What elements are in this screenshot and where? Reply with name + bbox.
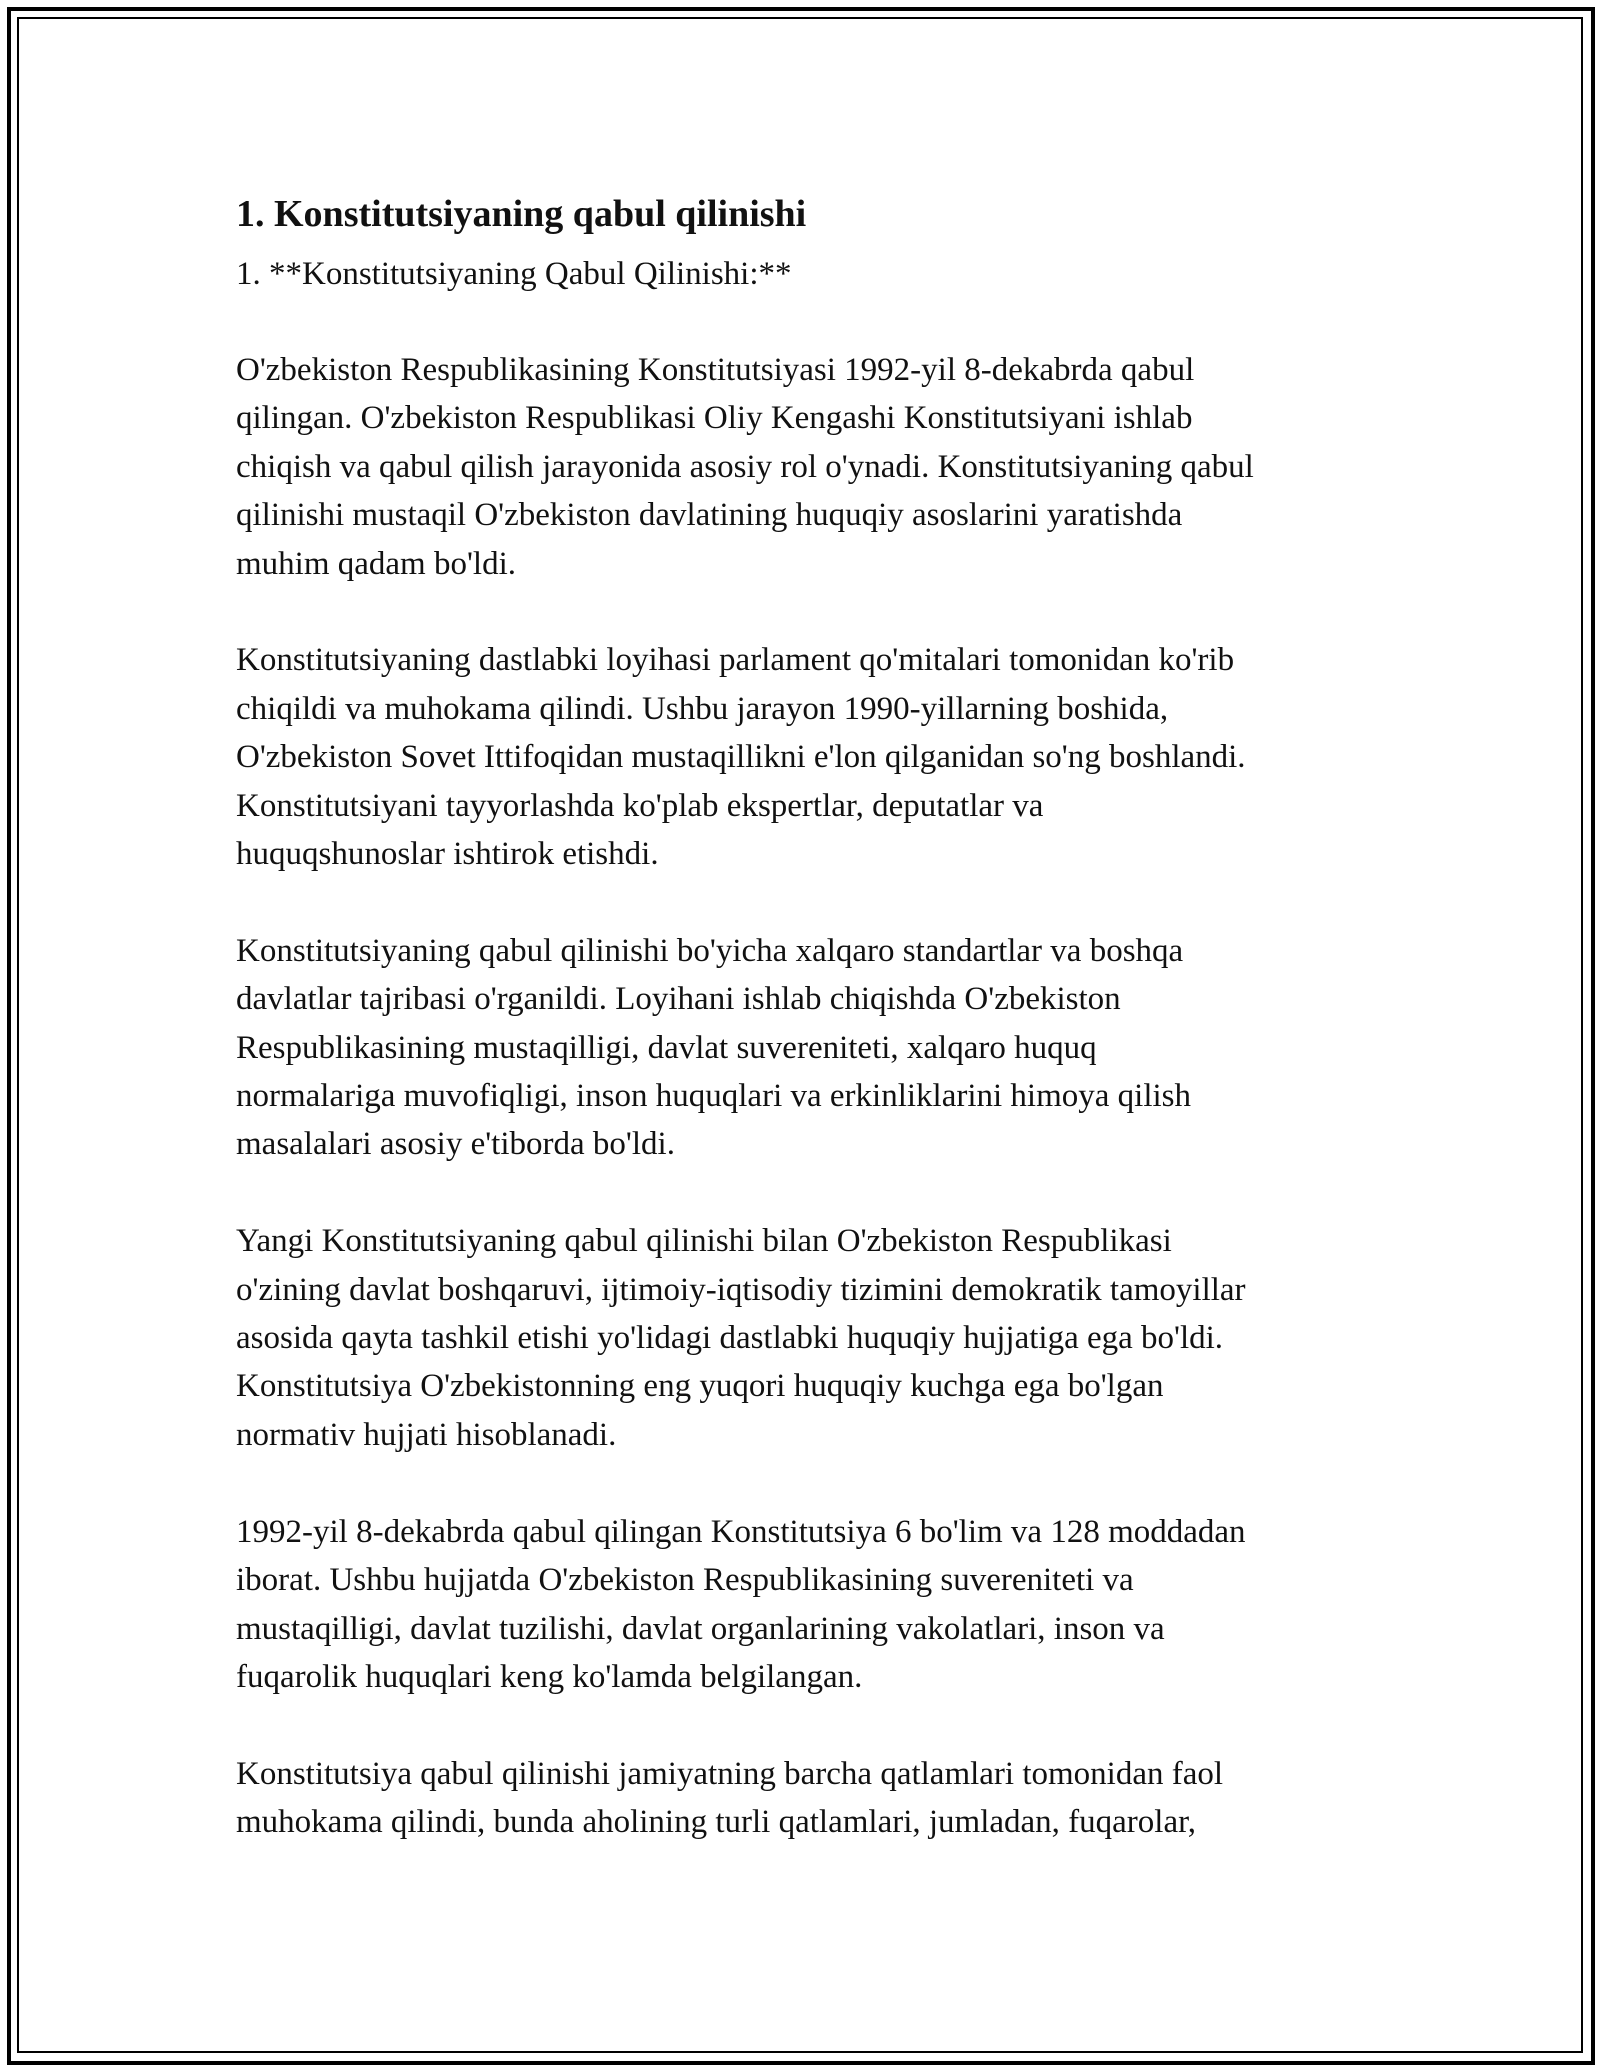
text-line: normalariga muvofiqligi, inson huquqlari va erkinliklarini himoya qilish bbox=[236, 1078, 1192, 1115]
document-body bbox=[236, 182, 1386, 1895]
text-line: iborat. Ushbu hujjatda O'zbekiston Respublikasining suvereniteti va bbox=[236, 1562, 1134, 1599]
text-line: O'zbekiston Sovet Ittifoqidan mustaqillikni e'lon qilganidan so'ng boshlandi. bbox=[236, 739, 1246, 776]
text-line: chiqish va qabul qilish jarayonida asosiy rol o'ynadi. Konstitutsiyaning qabul bbox=[236, 448, 1254, 485]
text-line: qilingan. O'zbekiston Respublikasi Oliy Kengashi Konstitutsiyani ishlab bbox=[236, 400, 1193, 437]
paragraph-draft bbox=[236, 636, 1386, 878]
list-item-heading: 1. **Konstitutsiyaning Qabul Qilinishi:** bbox=[236, 256, 792, 292]
text-line: mustaqilligi, davlat tuzilishi, davlat organlarining vakolatlari, inson va bbox=[236, 1610, 1165, 1647]
paragraph-public-discussion bbox=[236, 1750, 1386, 1847]
paragraph-structure bbox=[236, 1508, 1386, 1702]
text-line: fuqarolik huquqlari keng ko'lamda belgilangan. bbox=[236, 1658, 863, 1695]
text-line: O'zbekiston Respublikasining Konstitutsiyasi 1992-yil 8-dekabrda qabul bbox=[236, 352, 1195, 388]
text-line: huquqshunoslar ishtirok etishdi. bbox=[236, 836, 659, 873]
text-line: chiqildi va muhokama qilindi. Ushbu jarayon 1990-yillarning boshida, bbox=[236, 690, 1169, 727]
text-line: Konstitutsiya O'zbekistonning eng yuqori huquqiy kuchga ega bo'lgan bbox=[236, 1368, 1164, 1405]
text-line: davlatlar tajribasi o'rganildi. Loyihani ishlab chiqishda O'zbekiston bbox=[236, 981, 1121, 1018]
paragraph-adoption bbox=[236, 346, 1386, 588]
text-line: Yangi Konstitutsiyaning qabul qilinishi bilan O'zbekiston Respublikasi bbox=[236, 1223, 1172, 1260]
text-line: asosida qayta tashkil etishi yo'lidagi dastlabki huquqiy hujjatiga ega bo'ldi. bbox=[236, 1320, 1224, 1357]
text-line: Konstitutsiyaning dastlabki loyihasi parlament qo'mitalari tomonidan ko'rib bbox=[236, 642, 1235, 679]
text-line: qilinishi mustaqil O'zbekiston davlatining huquqiy asoslarini yaratishda bbox=[236, 497, 1183, 534]
text-line: Konstitutsiyaning qabul qilinishi bo'yicha xalqaro standartlar va boshqa bbox=[236, 932, 1184, 969]
text-line: masalalari asosiy e'tiborda bo'ldi. bbox=[236, 1126, 675, 1163]
text-line: o'zining davlat boshqaruvi, ijtimoiy-iqtisodiy tizimini demokratik tamoyillar bbox=[236, 1271, 1246, 1308]
text-line: Respublikasining mustaqilligi, davlat suvereniteti, xalqaro huquq bbox=[236, 1029, 1097, 1066]
text-line: normativ hujjati hisoblanadi. bbox=[236, 1416, 617, 1453]
text-line: muhim qadam bo'ldi. bbox=[236, 545, 517, 582]
text-line: Konstitutsiya qabul qilinishi jamiyatning barcha qatlamlari tomonidan faol bbox=[236, 1755, 1224, 1792]
paragraph-international-standards bbox=[236, 927, 1386, 1169]
document-title: 1. Konstitutsiyaning qabul qilinishi bbox=[236, 193, 807, 235]
text-line: muhokama qilindi, bunda aholining turli qatlamlari, jumladan, fuqarolar, bbox=[236, 1804, 1197, 1841]
text-line: 1992-yil 8-dekabrda qabul qilingan Konstitutsiya 6 bo'lim va 128 moddadan bbox=[236, 1513, 1246, 1550]
text-line: Konstitutsiyani tayyorlashda ko'plab ekspertlar, deputatlar va bbox=[236, 787, 1044, 824]
paragraph-new-constitution bbox=[236, 1217, 1386, 1459]
